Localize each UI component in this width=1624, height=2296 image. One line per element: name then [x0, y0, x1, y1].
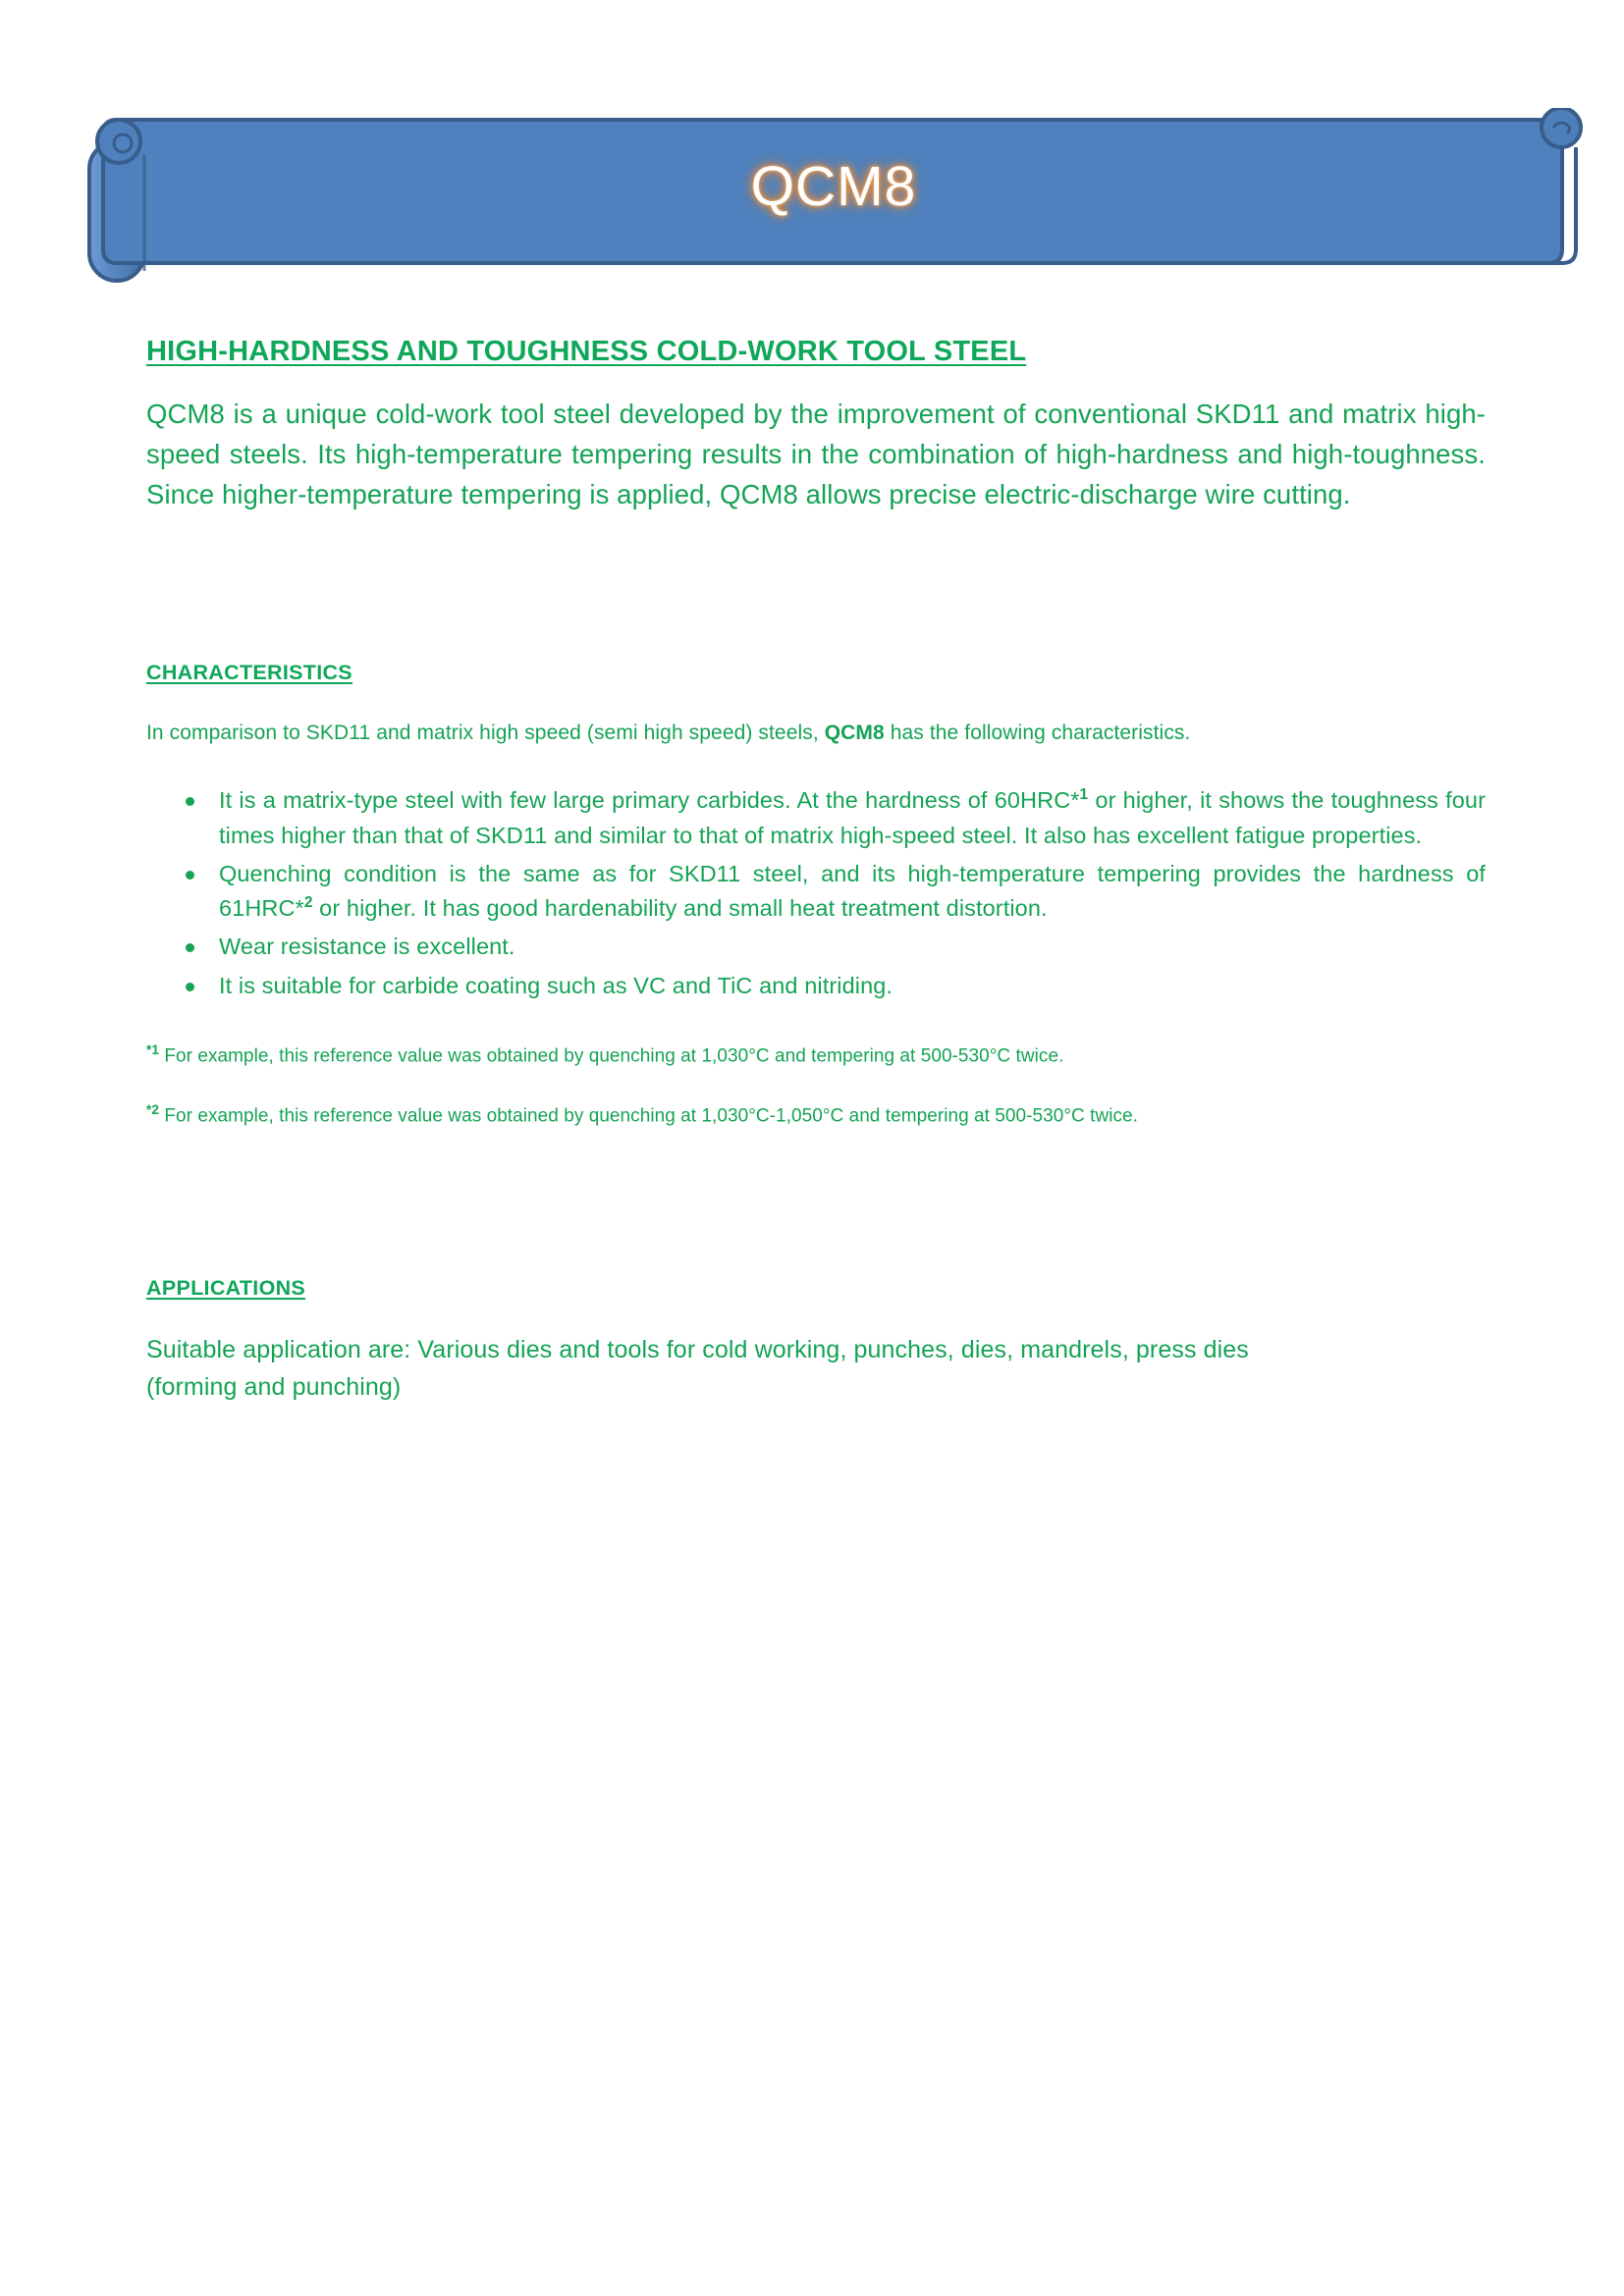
document-body: [146, 334, 1486, 1406]
list-item: [146, 930, 1486, 964]
footnote-2: [146, 1100, 1486, 1131]
footnote-ref: 2: [303, 894, 313, 912]
bullet-text-before-ref: It is suitable for carbide coating such as VC and TiC and nitriding.: [219, 972, 893, 998]
lead-in-product-name: QCM8: [824, 721, 885, 745]
bullet-text-before-ref: Wear resistance is excellent.: [219, 934, 515, 960]
applications-line-1: Suitable application are: Various dies and tools for cold working, punches, dies, mandrels, press dies: [146, 1336, 1249, 1364]
footnote-1: [146, 1041, 1486, 1071]
footnote-asterisk: *: [146, 1041, 152, 1057]
characteristics-list: [146, 783, 1486, 1003]
list-item: [146, 857, 1486, 927]
bullet-text-before-ref: Quenching condition is the same as for SKD11 steel, and its high-temperature tempering provides the hardness of 61HRC*: [219, 860, 1486, 922]
intro-paragraph: QCM8 is a unique cold-work tool steel developed by the improvement of conventional SKD11 and matrix high-speed steels. Its high-temperature tempering results in the combination of high-hardness and high-toughness. Since higher-temperature tempering is applied, QCM8 allows precise electric-discharge wire cutting.: [146, 399, 1486, 509]
applications-paragraph: [146, 1332, 1486, 1406]
bullet-text-before-ref: It is a matrix-type steel with few large primary carbides. At the hardness of 60HRC*: [219, 787, 1080, 814]
footnote-number: 1: [151, 1041, 160, 1057]
footnote-ref: 1: [1079, 786, 1089, 804]
applications-line-2: (forming and punching): [146, 1372, 402, 1401]
footnote-text: For example, this reference value was obtained by quenching at 1,030°C-1,050°C and tempering at 500-530°C twice.: [159, 1104, 1138, 1126]
section-heading-characteristics: CHARACTERISTICS: [146, 661, 352, 685]
section-heading-applications: APPLICATIONS: [146, 1276, 306, 1301]
list-item: [146, 969, 1486, 1003]
banner-title: QCM8: [750, 155, 917, 218]
list-item: [146, 783, 1486, 853]
page-title: HIGH-HARDNESS AND TOUGHNESS COLD-WORK TOOL STEEL: [146, 336, 1027, 367]
bullet-text-after-ref: or higher, it shows the toughness four times higher than that of SKD11 and similar to that of matrix high-speed steel. It also has excellent fatigue properties.: [219, 787, 1486, 848]
bullet-text-after-ref: or higher. It has good hardenability and small heat treatment distortion.: [312, 895, 1048, 922]
footnote-marker: [146, 1102, 159, 1117]
footnote-marker: [146, 1042, 159, 1057]
banner-scroll-shape: [83, 108, 1584, 285]
title-banner: [83, 108, 1584, 285]
lead-in-text-before: In comparison to SKD11 and matrix high speed (semi high speed) steels,: [146, 721, 825, 745]
footnote-text: For example, this reference value was obtained by quenching at 1,030°C and tempering at 500-530°C twice.: [159, 1045, 1064, 1067]
lead-in-text-after: has the following characteristics.: [884, 721, 1191, 745]
characteristics-lead-in: [146, 717, 1486, 750]
footnote-number: 2: [151, 1101, 160, 1117]
footnote-asterisk: *: [146, 1101, 152, 1117]
